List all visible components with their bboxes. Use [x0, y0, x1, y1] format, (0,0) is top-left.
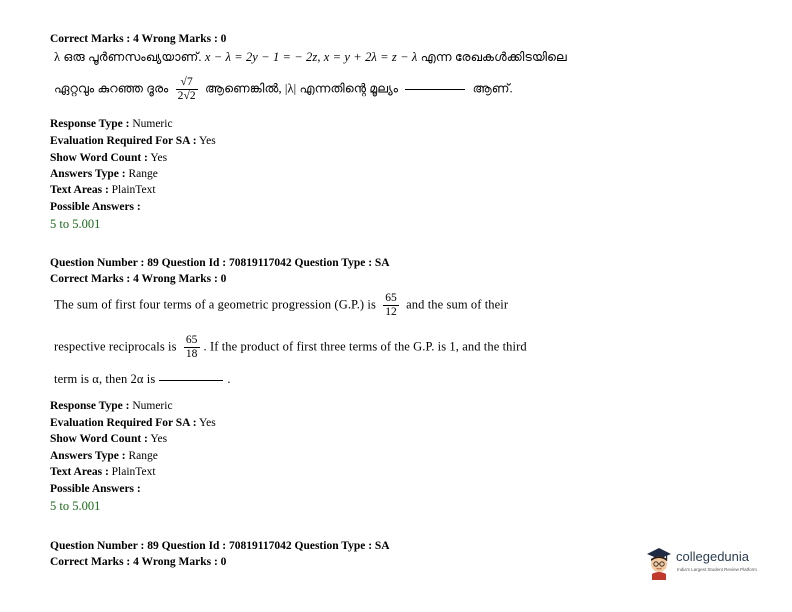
question-1-text-e: ആണ്. [472, 81, 513, 96]
sum-fraction: $\frac{65}{12}$ [385, 292, 397, 318]
question-header-2: Question Number : 89 Question Id : 70819117042 Question Type : SA [50, 257, 390, 269]
answer-blank [405, 88, 465, 90]
reciprocal-sum-fraction: $\frac{65}{18}$ [185, 334, 198, 360]
possible-answers-value-1: 5 to 5.001 [50, 217, 101, 231]
distance-fraction [176, 76, 198, 103]
response-type-2: Response Type : Numeric [50, 400, 173, 412]
answer-blank-2 [159, 379, 223, 381]
text-areas-1: Text Areas : PlainText [50, 184, 156, 196]
question-2-line-2: respective reciprocals is $\frac{65}{18}$ . If the product of first three terms of the G.P. is 1, and the third [54, 334, 527, 360]
question-1-text-c: ഏറ്റവും കുറഞ്ഞ ദൂരം [54, 81, 169, 96]
text-areas-2: Text Areas : PlainText [50, 466, 156, 478]
answers-type-2: Answers Type : Range [50, 450, 158, 462]
show-word-count-2: Show Word Count : Yes [50, 433, 168, 445]
possible-answers-value-2: 5 to 5.001 [50, 499, 101, 513]
question-2-line-1: The sum of first four terms of a geometric progression (G.P.) is $\frac{65}{12}$ and the sum of their [54, 292, 509, 318]
mascot-icon [644, 544, 674, 580]
logo-wordmark: collegedunia [676, 549, 750, 564]
marks-line-3: Correct Marks : 4 Wrong Marks : 0 [50, 556, 227, 568]
possible-answers-label-1: Possible Answers : [50, 201, 141, 213]
evaluation-required-1: Evaluation Required For SA : Yes [50, 135, 216, 147]
answers-type-1: Answers Type : Range [50, 168, 158, 180]
evaluation-required-2: Evaluation Required For SA : Yes [50, 417, 216, 429]
response-type-1: Response Type : Numeric [50, 118, 173, 130]
question-1-line-2 [54, 76, 513, 103]
marks-line-1: Correct Marks : 4 Wrong Marks : 0 [50, 33, 227, 45]
question-1-text-a: λ ഒരു പൂർണസംഖ്യയാണ്. [54, 50, 205, 64]
possible-answers-label-2: Possible Answers : [50, 483, 141, 495]
marks-line-2: Correct Marks : 4 Wrong Marks : 0 [50, 273, 227, 285]
fraction-denominator: 2√2 [177, 90, 196, 102]
question-2-line-3: term is α, then 2α is . [54, 372, 231, 386]
question-1-text-b: എന്ന രേഖകൾക്കിടയിലെ [417, 50, 567, 64]
question-header-3: Question Number : 89 Question Id : 70819117042 Question Type : SA [50, 540, 390, 552]
collegedunia-logo [644, 544, 772, 584]
logo-tagline: India's Largest Student Review Platform [677, 567, 757, 572]
fraction-numerator: √7 [176, 76, 198, 90]
question-1-math: x − λ = 2y − 1 = − 2z, x = y + 2λ = z − λ [204, 50, 418, 64]
question-1-line-1 [54, 50, 567, 65]
question-1-text-d: ആണെങ്കിൽ, |λ| എന്നതിന്റെ മൂല്യം [204, 81, 399, 96]
show-word-count-1: Show Word Count : Yes [50, 152, 168, 164]
